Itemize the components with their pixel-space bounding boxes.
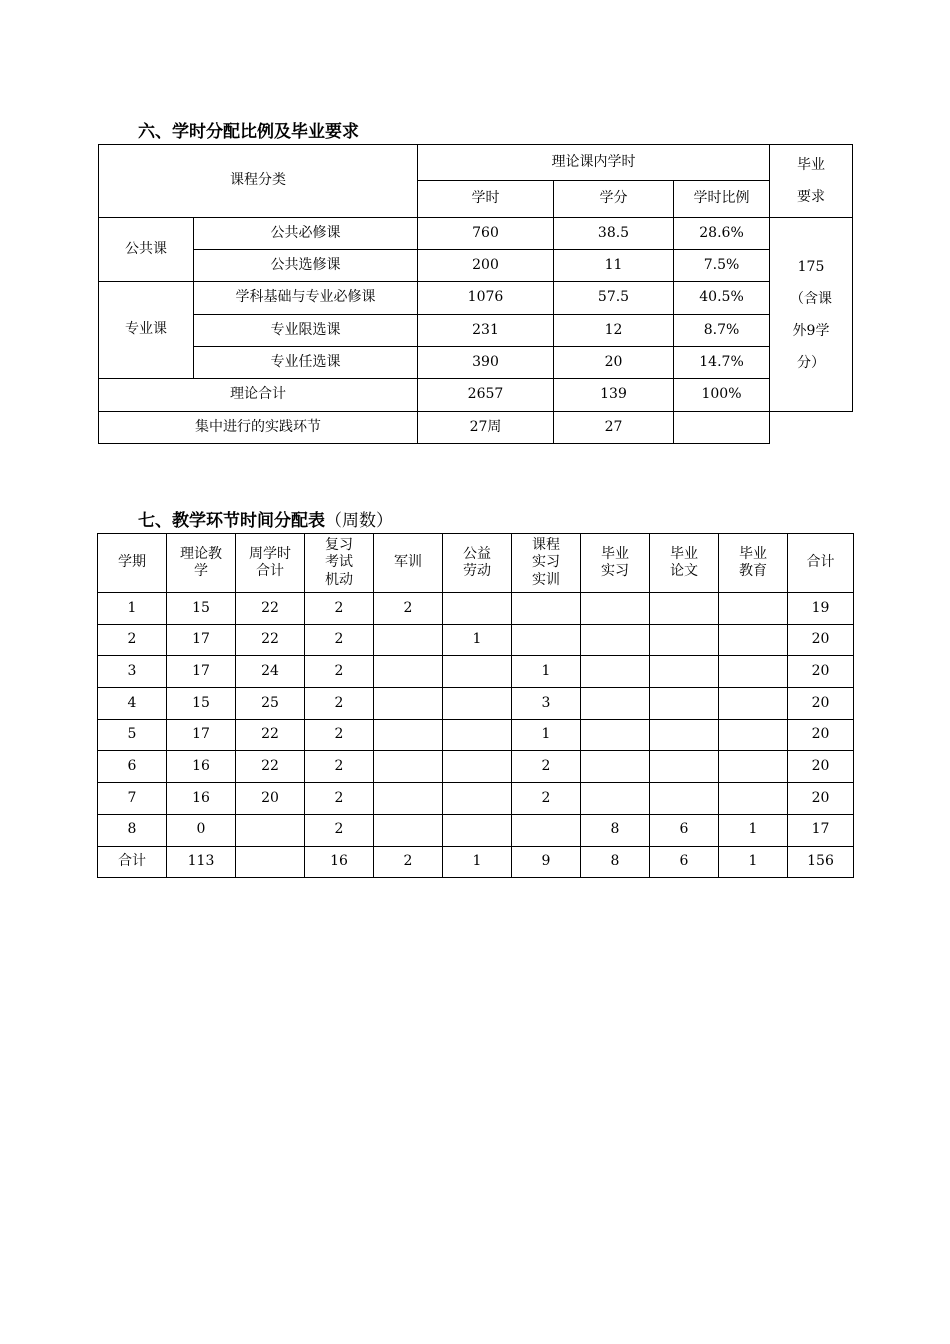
table-cell <box>650 751 719 783</box>
table-cell: 20 <box>788 624 854 656</box>
table-cell <box>581 719 650 751</box>
column-header <box>374 534 443 593</box>
column-header-line: 论文 <box>670 563 698 579</box>
table-cell <box>374 624 443 656</box>
column-header-line: 合计 <box>806 554 835 571</box>
table-cell: 1 <box>512 656 581 688</box>
table-cell <box>650 593 719 625</box>
table-cell <box>512 593 581 625</box>
table-cell: 25 <box>236 688 305 720</box>
table-cell: 1 <box>512 719 581 751</box>
table-cell <box>374 751 443 783</box>
practice-label: 集中进行的实践环节 <box>99 412 418 444</box>
table-cell <box>374 719 443 751</box>
table-cell: 22 <box>236 624 305 656</box>
table-cell: 17 <box>167 624 236 656</box>
table-cell: 2 <box>374 846 443 878</box>
column-header-line: 复习 <box>325 536 353 553</box>
table-cell: 2 <box>305 656 374 688</box>
table-cell: 2 <box>305 719 374 751</box>
table-cell <box>581 688 650 720</box>
row-ratio: 28.6% <box>674 218 770 250</box>
table-row <box>98 719 854 751</box>
header-category: 课程分类 <box>99 145 418 218</box>
row-ratio: 8.7% <box>674 315 770 347</box>
table-cell <box>650 624 719 656</box>
table-cell: 1 <box>443 846 512 878</box>
table-row <box>99 412 853 444</box>
table-row <box>99 282 853 315</box>
table-cell: 16 <box>167 783 236 815</box>
row-credits: 12 <box>554 315 674 347</box>
table-cell: 2 <box>305 751 374 783</box>
requirement-line3: 外9学 <box>792 322 830 339</box>
table-row <box>98 656 854 688</box>
table-cell <box>581 656 650 688</box>
column-header-line: 理论教 <box>180 545 222 562</box>
column-header-line: 军训 <box>394 554 422 571</box>
table-cell: 1 <box>719 846 788 878</box>
table-cell <box>236 814 305 846</box>
column-header-line: 教育 <box>739 563 767 579</box>
table-cell: 24 <box>236 656 305 688</box>
column-header <box>305 534 374 593</box>
column-header-line: 考试 <box>325 554 353 571</box>
table-cell: 2 <box>98 624 167 656</box>
row-name: 专业限选课 <box>194 315 418 347</box>
header-theory-group: 理论课内学时 <box>418 145 770 181</box>
column-header <box>236 534 305 593</box>
table-cell <box>512 624 581 656</box>
table-cell: 156 <box>788 846 854 878</box>
table-cell: 17 <box>167 656 236 688</box>
header-hours: 学时 <box>418 181 554 218</box>
column-header-line: 实训 <box>532 571 560 588</box>
column-header <box>98 534 167 593</box>
header-ratio: 学时比例 <box>674 181 770 218</box>
column-header-line: 毕业 <box>670 545 698 562</box>
table-cell <box>443 814 512 846</box>
table-cell: 6 <box>650 846 719 878</box>
table-cell: 2 <box>512 751 581 783</box>
graduation-requirement <box>770 218 853 412</box>
column-header-line: 实习 <box>601 563 629 579</box>
theory-total-credits: 139 <box>554 379 674 412</box>
row-name: 公共必修课 <box>194 218 418 250</box>
table-cell: 22 <box>236 593 305 625</box>
header-requirement-line2: 要求 <box>797 189 826 205</box>
column-header-line: 合计 <box>256 563 284 579</box>
table-cell: 1 <box>443 624 512 656</box>
section7-title-suffix: （周数） <box>325 511 393 531</box>
table-row <box>99 315 853 347</box>
table-row <box>98 593 854 625</box>
table-cell: 8 <box>581 814 650 846</box>
column-header <box>443 534 512 593</box>
table-cell: 20 <box>788 719 854 751</box>
table-cell: 2 <box>374 593 443 625</box>
row-ratio: 14.7% <box>674 347 770 379</box>
table-row <box>98 751 854 783</box>
group-public: 公共课 <box>99 218 194 282</box>
column-header-line: 学 <box>194 563 208 579</box>
table-cell: 15 <box>167 688 236 720</box>
table-cell <box>650 719 719 751</box>
row-name: 公共选修课 <box>194 250 418 282</box>
table-row <box>99 379 853 412</box>
row-hours: 231 <box>418 315 554 347</box>
practice-ratio <box>674 412 770 444</box>
table-cell <box>581 751 650 783</box>
table-row <box>98 624 854 656</box>
table-row <box>99 218 853 250</box>
table-cell <box>581 624 650 656</box>
table-cell: 113 <box>167 846 236 878</box>
column-header-line: 公益 <box>463 545 491 562</box>
table-cell: 3 <box>98 656 167 688</box>
table-row <box>98 814 854 846</box>
table-cell <box>719 656 788 688</box>
table-cell: 8 <box>581 846 650 878</box>
row-hours: 200 <box>418 250 554 282</box>
table-cell: 16 <box>305 846 374 878</box>
column-header-line: 机动 <box>325 571 353 588</box>
table-cell <box>719 624 788 656</box>
column-header-line: 劳动 <box>463 563 491 579</box>
theory-total-ratio: 100% <box>674 379 770 412</box>
table-cell <box>443 593 512 625</box>
table-cell: 3 <box>512 688 581 720</box>
table-cell <box>650 688 719 720</box>
table-cell: 1 <box>719 814 788 846</box>
table-cell: 19 <box>788 593 854 625</box>
table-cell: 0 <box>167 814 236 846</box>
table-cell: 15 <box>167 593 236 625</box>
column-header-line: 实习 <box>532 554 560 571</box>
row-name: 专业任选课 <box>194 347 418 379</box>
table-cell: 17 <box>788 814 854 846</box>
section6-title-text: 六、学时分配比例及毕业要求 <box>138 122 359 142</box>
group-major: 专业课 <box>99 282 194 379</box>
table-cell <box>581 593 650 625</box>
table-cell: 6 <box>650 814 719 846</box>
table-cell <box>581 783 650 815</box>
teaching-weeks-table <box>97 533 854 878</box>
theory-total-hours: 2657 <box>418 379 554 412</box>
table-row <box>98 846 854 878</box>
practice-credits: 27 <box>554 412 674 444</box>
table-cell <box>650 783 719 815</box>
header-requirement <box>770 145 853 218</box>
table-cell <box>374 783 443 815</box>
table-cell: 20 <box>788 656 854 688</box>
section7-title <box>138 506 393 531</box>
column-header <box>581 534 650 593</box>
requirement-line4: 分） <box>797 354 826 371</box>
column-header-line: 课程 <box>532 536 560 553</box>
header-row <box>98 534 854 593</box>
table-cell <box>512 814 581 846</box>
row-name: 学科基础与专业必修课 <box>194 282 418 315</box>
table-cell: 5 <box>98 719 167 751</box>
table-cell <box>374 688 443 720</box>
row-ratio: 7.5% <box>674 250 770 282</box>
section7-title-text: 七、教学环节时间分配表 <box>138 511 325 531</box>
table-cell: 22 <box>236 719 305 751</box>
table-cell <box>443 688 512 720</box>
table-cell <box>650 656 719 688</box>
table-cell: 2 <box>305 783 374 815</box>
column-header <box>719 534 788 593</box>
column-header-line: 毕业 <box>739 545 767 562</box>
table-cell: 8 <box>98 814 167 846</box>
table-cell <box>443 783 512 815</box>
table-cell <box>374 656 443 688</box>
table-cell: 20 <box>788 688 854 720</box>
column-header-line: 毕业 <box>601 545 629 562</box>
table-cell <box>719 751 788 783</box>
table-cell: 2 <box>305 688 374 720</box>
table-cell: 20 <box>788 783 854 815</box>
table-cell <box>236 846 305 878</box>
practice-hours: 27周 <box>418 412 554 444</box>
table-cell: 6 <box>98 751 167 783</box>
hours-allocation-table <box>98 144 853 444</box>
requirement-line2: （含课 <box>790 290 833 307</box>
section6-title <box>138 117 359 142</box>
theory-total-label: 理论合计 <box>99 379 418 412</box>
header-requirement-line1: 毕业 <box>797 157 826 173</box>
column-header <box>650 534 719 593</box>
table-row <box>99 250 853 282</box>
row-ratio: 40.5% <box>674 282 770 315</box>
column-header <box>788 534 854 593</box>
table-cell <box>719 783 788 815</box>
requirement-line1: 175 <box>797 258 825 275</box>
table-cell: 1 <box>98 593 167 625</box>
column-header <box>512 534 581 593</box>
table-cell: 16 <box>167 751 236 783</box>
table-cell <box>443 719 512 751</box>
table-cell <box>374 814 443 846</box>
table-cell: 4 <box>98 688 167 720</box>
row-credits: 11 <box>554 250 674 282</box>
table-cell <box>719 719 788 751</box>
table-row <box>98 688 854 720</box>
row-hours: 1076 <box>418 282 554 315</box>
row-credits: 57.5 <box>554 282 674 315</box>
table-row <box>99 347 853 379</box>
row-credits: 38.5 <box>554 218 674 250</box>
table-cell: 22 <box>236 751 305 783</box>
table-cell: 2 <box>305 593 374 625</box>
table-cell: 2 <box>305 814 374 846</box>
row-hours: 760 <box>418 218 554 250</box>
row-credits: 20 <box>554 347 674 379</box>
table-row <box>98 783 854 815</box>
table-cell: 7 <box>98 783 167 815</box>
column-header <box>167 534 236 593</box>
table-cell <box>719 593 788 625</box>
table-cell <box>719 688 788 720</box>
column-header-line: 周学时 <box>249 545 291 562</box>
table-cell: 2 <box>305 624 374 656</box>
table-cell: 2 <box>512 783 581 815</box>
row-hours: 390 <box>418 347 554 379</box>
header-credits: 学分 <box>554 181 674 218</box>
table-cell <box>443 656 512 688</box>
table-cell: 9 <box>512 846 581 878</box>
table-cell: 17 <box>167 719 236 751</box>
table-cell: 20 <box>788 751 854 783</box>
table-cell: 20 <box>236 783 305 815</box>
table-cell: 合计 <box>98 846 167 878</box>
table-cell <box>443 751 512 783</box>
column-header-line: 学期 <box>118 554 146 571</box>
